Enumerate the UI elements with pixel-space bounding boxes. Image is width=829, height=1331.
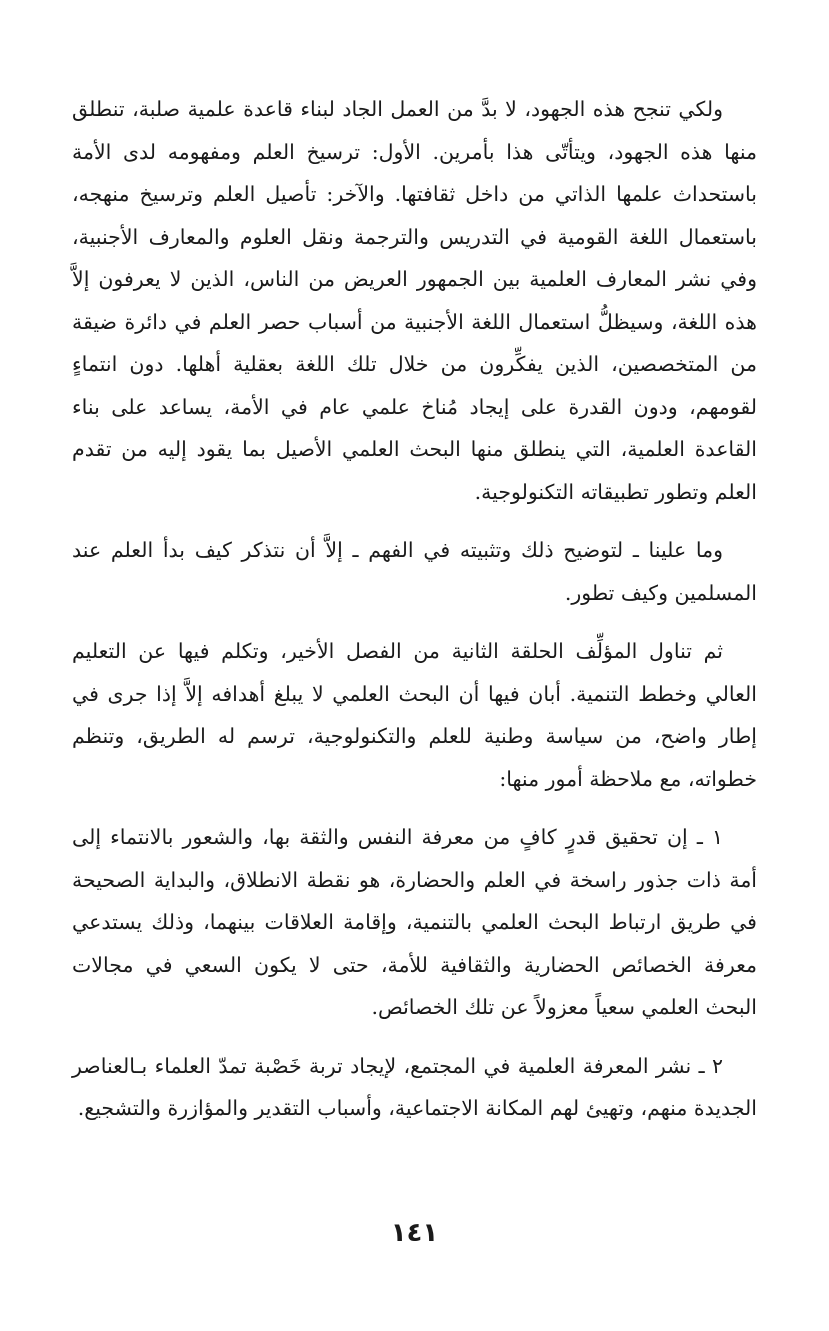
- page-body: [72, 88, 757, 1146]
- paragraph-point-2: ٢ ـ نشر المعرفة العلمية في المجتمع، لإيجاد تربة خَصْبة تمدّ العلماء بـالعناصر الجديدة منهم، وتهيئ لهم المكانة الاجتماعية، وأسباب التقدير والمؤازرة والتشجيع.: [72, 1053, 757, 1120]
- paragraph-intro: ولكي تنجح هذه الجهود، لا بدَّ من العمل الجاد لبناء قاعدة علمية صلبة، تنطلق منها هذه الجهود، ويتأتّى هذا بأمرين. الأول: ترسيخ العلم ومفهومه لدى الأمة باستحداث علمها الذاتي من داخل ثقافتها. والآخر: تأصيل العلم وترسيخ منهجه، باستعمال اللغة القومية في التدريس والترجمة ونقل العلوم والمعارف الأجنبية، وفي نشر المعارف العلمية بين الجمهور العريض من الناس، الذين لا يعرفون إلاَّ هذه اللغة، وسيظلُّ استعمال اللغة الأجنبية من أسباب حصر العلم في دائرة ضيقة من المتخصصين، الذين يفكِّرون من خلال تلك اللغة بعقلية أهلها. دون انتماءٍ لقومهم، ودون القدرة على إيجاد مُناخ علمي عام في الأمة، يساعد على بناء القاعدة العلمية، التي ينطلق منها البحث العلمي الأصيل بما يقود إليه من تقدم العلم وتطور تطبيقاته التكنولوجية.: [72, 97, 757, 504]
- page-number: ١٤١: [390, 1218, 439, 1248]
- paragraph-point-1: ١ ـ إن تحقيق قدرٍ كافٍ من معرفة النفس والثقة بها، والشعور بالانتماء إلى أمة ذات جذور راسخة في العلم والحضارة، هو نقطة الانطلاق، والبداية الصحيحة في طريق ارتباط البحث العلمي بالتنمية، وإقامة العلاقات بينهما، وذلك يستدعي معرفة الخصائص الحضارية والثقافية للأمة، حتى لا يكون السعي في مجالات البحث العلمي سعياً معزولاً عن تلك الخصائص.: [72, 825, 757, 1019]
- paragraph-reminder: وما علينا ـ لتوضيح ذلك وتثبيته في الفهم ـ إلاَّ أن نتذكر كيف بدأ العلم عند المسلمين وكيف تطور.: [72, 538, 757, 605]
- paragraph-second-chapter: ثم تناول المؤلِّف الحلقة الثانية من الفصل الأخير، وتكلم فيها عن التعليم العالي وخطط التنمية. أبان فيها أن البحث العلمي لا يبلغ أهدافه إلاَّ إذا جرى في إطار واضح، من سياسة وطنية للعلم والتكنولوجية، ترسم له الطريق، وتنظم خطواته، مع ملاحظة أمور منها:: [72, 639, 757, 791]
